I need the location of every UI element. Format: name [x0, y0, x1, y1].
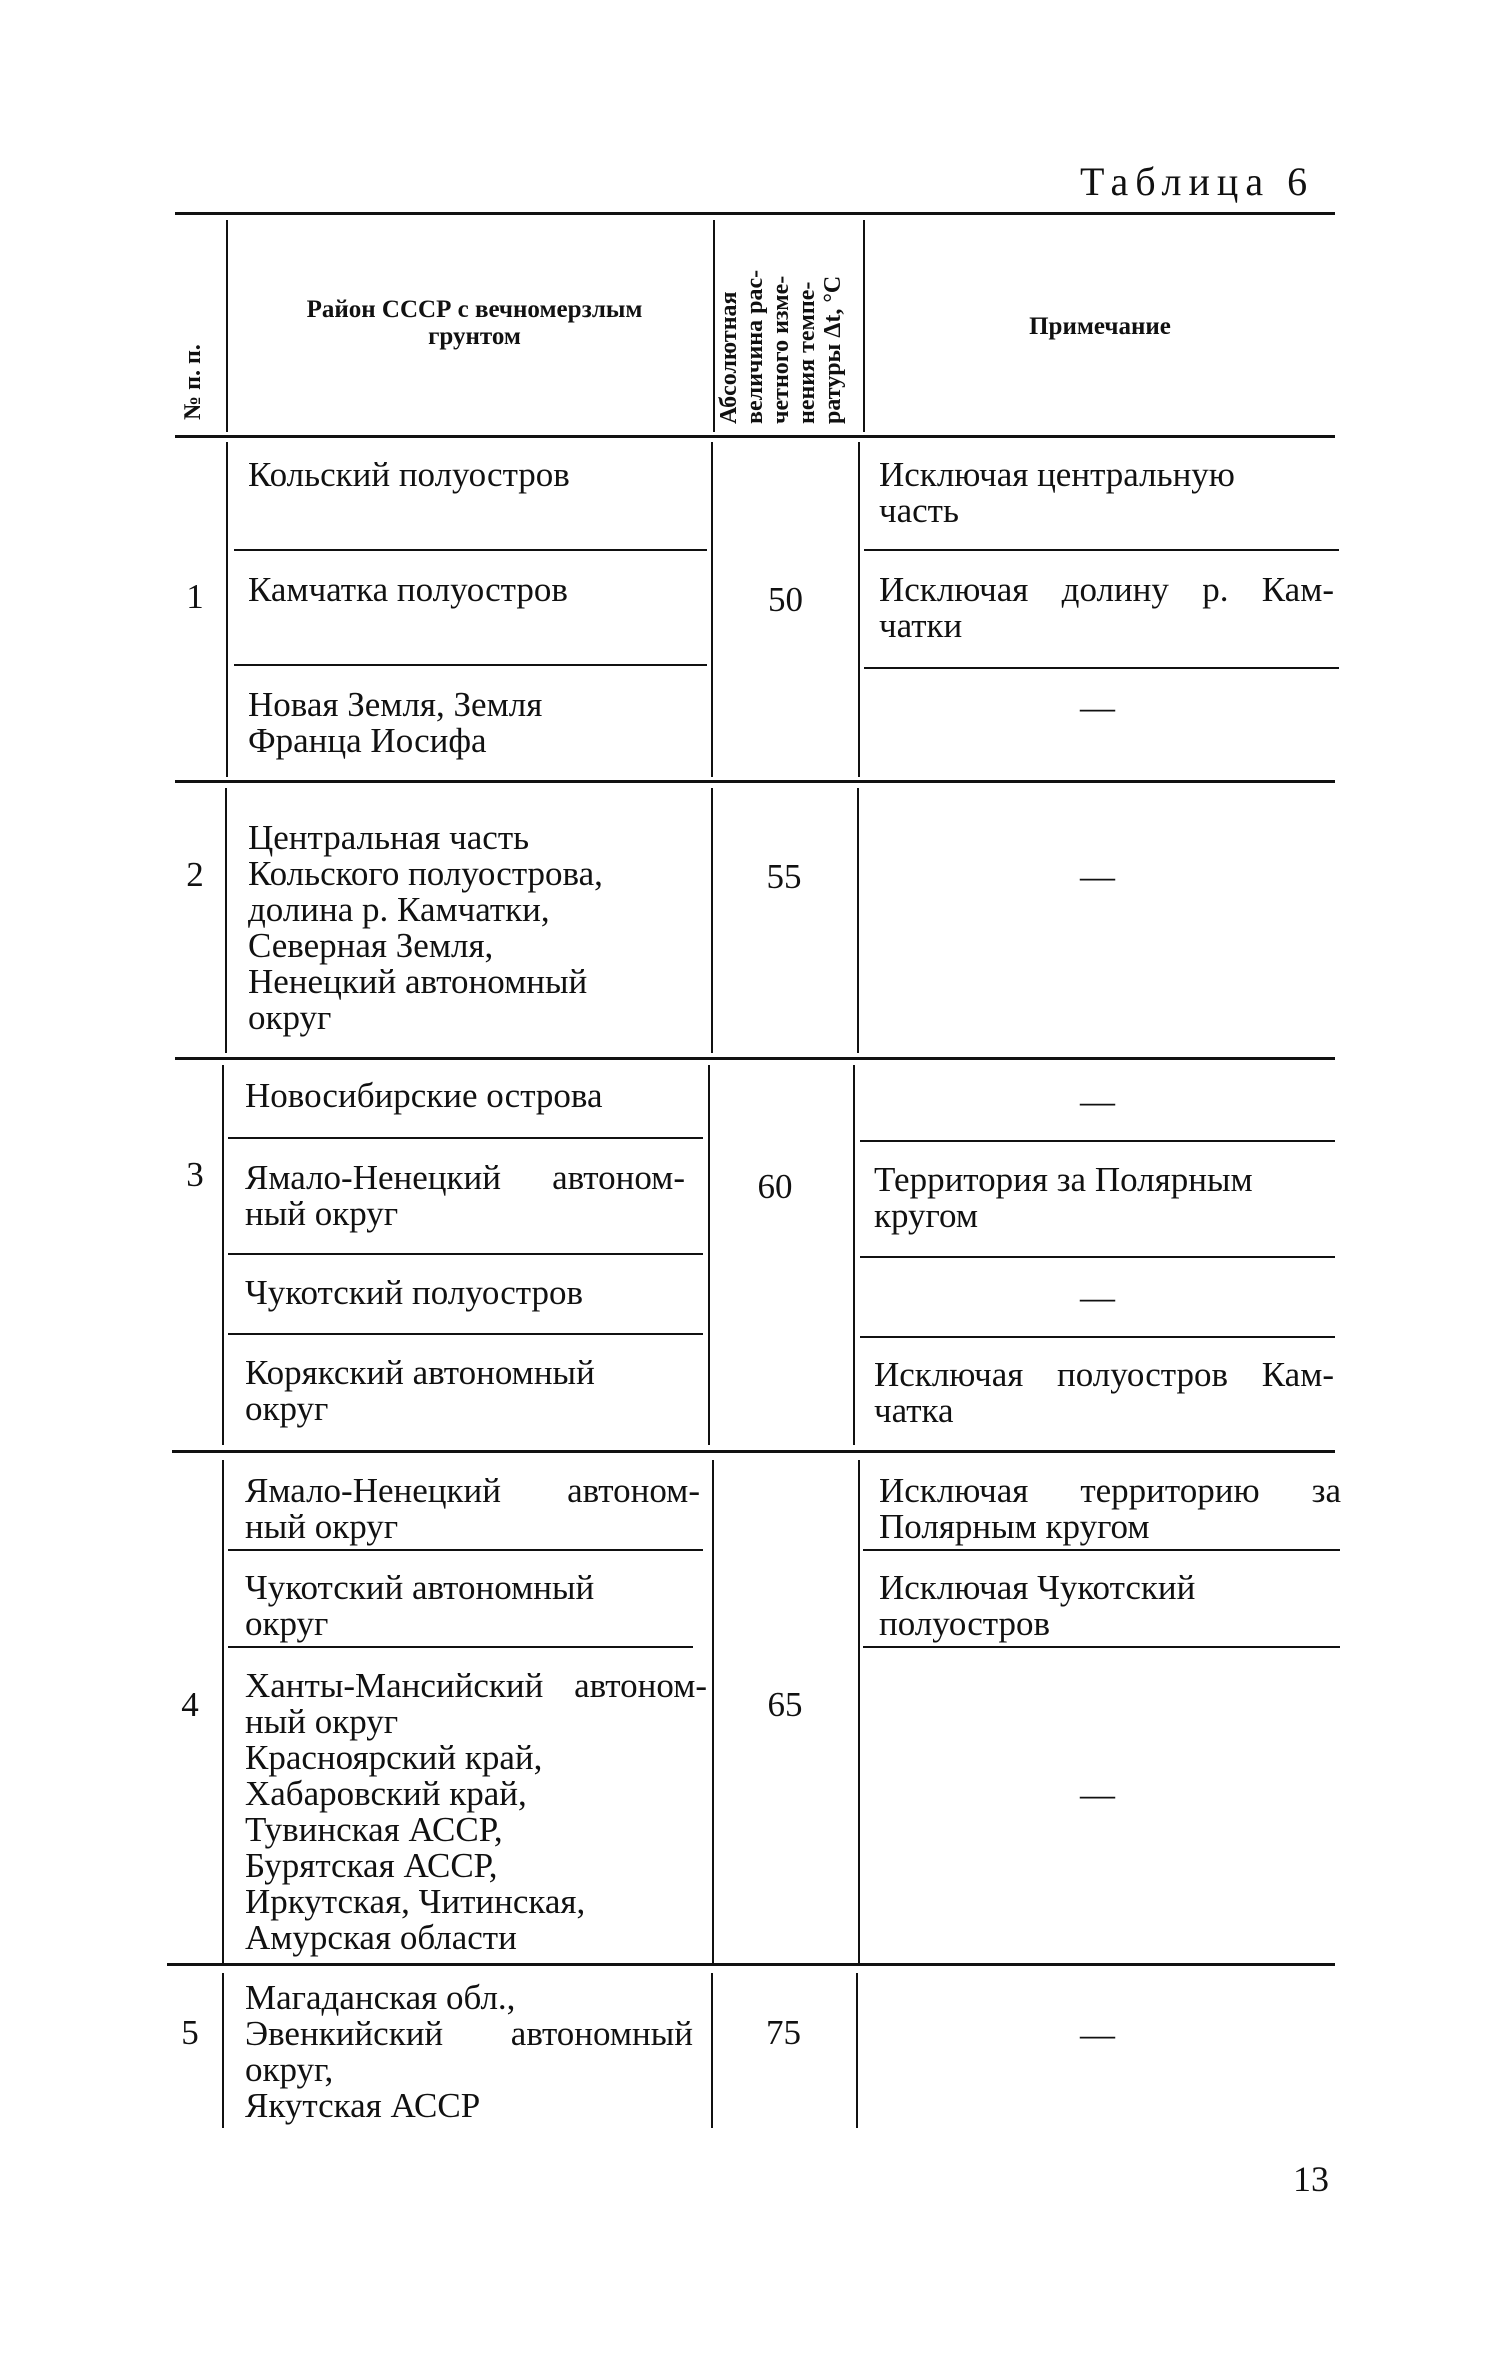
- region-line: Корякский автономный: [245, 1353, 595, 1392]
- group-4-note: [879, 1570, 1334, 1642]
- group-4-note: [879, 1473, 1341, 1545]
- group-3-note-divider: [860, 1336, 1335, 1338]
- group-2-value: 55: [766, 857, 802, 896]
- group-1-note: [879, 572, 1334, 644]
- region-line: Центральная часть: [248, 818, 530, 857]
- group-4-value: 65: [767, 1685, 803, 1724]
- region-line: ный округ: [245, 1194, 399, 1233]
- group-2-vline-right: [857, 788, 859, 1053]
- group-3-note-divider: [860, 1140, 1335, 1142]
- group-2-bottom-rule: [175, 1057, 1335, 1060]
- note-line: Исключая центральную: [879, 455, 1235, 494]
- region-line: Ненецкий автономный: [248, 962, 588, 1001]
- region-line: Новосибирские острова: [245, 1076, 603, 1115]
- page-number: 13: [1293, 2159, 1329, 2199]
- group-4-note-divider: [863, 1646, 1340, 1648]
- group-4-bottom-rule: [167, 1963, 1335, 1966]
- group-3-note: [874, 1162, 1329, 1234]
- note-line: Исключая долину р. Кам-: [879, 570, 1334, 609]
- note-line: Исключая Чукотский: [879, 1568, 1196, 1607]
- group-1-region-divider: [234, 664, 707, 666]
- group-4-note-dash: —: [1080, 1775, 1115, 1814]
- region-line: Ханты-Мансийский автоном-: [245, 1666, 707, 1705]
- note-line: Исключая территорию за: [879, 1471, 1341, 1510]
- table-title: Таблица 6: [1080, 159, 1315, 204]
- group-4-region: [245, 1473, 700, 1545]
- header-vline-2: [713, 220, 715, 432]
- group-1-region: [248, 687, 698, 759]
- header-num: № п. п.: [180, 344, 206, 420]
- region-line: долина р. Камчатки,: [248, 890, 550, 929]
- group-1-note-divider: [864, 667, 1339, 669]
- header-top-rule: [175, 212, 1335, 215]
- group-3-region: [245, 1275, 695, 1311]
- region-line: Тувинская АССР,: [245, 1810, 503, 1849]
- group-1-region-divider: [234, 549, 707, 551]
- group-1-note: [879, 457, 1334, 529]
- header-abs-line: ратуры Δt, °C: [820, 275, 846, 424]
- group-5-region: [245, 1980, 693, 2124]
- group-3-bottom-rule: [172, 1450, 1335, 1453]
- group-3-vline-right: [853, 1065, 855, 1445]
- region-line: Кольский полуостров: [248, 455, 570, 494]
- note-line: чатка: [874, 1391, 954, 1430]
- group-4-region: [245, 1570, 700, 1642]
- group-1-bottom-rule: [175, 780, 1335, 783]
- group-5-vline-left: [222, 1973, 224, 2128]
- region-line: Иркутская, Читинская,: [245, 1882, 586, 1921]
- region-line: Чукотский автономный: [245, 1568, 595, 1607]
- header-region: Район СССР с вечномерзлым грунтом: [306, 296, 643, 350]
- group-3-region: [245, 1355, 695, 1427]
- group-3-note: [874, 1357, 1334, 1429]
- region-line: Ямало-Ненецкий автоном-: [245, 1158, 685, 1197]
- group-5-value: 75: [766, 2013, 801, 2052]
- region-line: Кольского полуострова,: [248, 854, 603, 893]
- region-line: Хабаровский край,: [245, 1774, 527, 1813]
- group-3-note-dash: —: [1080, 1082, 1115, 1121]
- group-3-note-dash: —: [1080, 1278, 1115, 1317]
- group-4-number: 4: [181, 1685, 199, 1724]
- region-line: Ямало-Ненецкий автоном-: [245, 1471, 700, 1510]
- group-1-number: 1: [186, 577, 204, 616]
- group-4-vline-right: [858, 1460, 860, 1965]
- group-5-number: 5: [181, 2013, 199, 2052]
- note-line: чатки: [879, 606, 963, 645]
- header-vline-3: [863, 220, 865, 432]
- group-4-region-divider: [228, 1549, 703, 1551]
- group-3-region: [245, 1078, 695, 1114]
- header-abs: [716, 270, 846, 424]
- group-2-note-dash: —: [1080, 857, 1115, 896]
- region-line: Эвенкийский автономный: [245, 2014, 693, 2053]
- header-vline-1: [226, 220, 228, 432]
- group-4-note-divider: [863, 1549, 1340, 1551]
- group-3-vline-mid: [708, 1065, 710, 1445]
- region-line: Якутская АССР: [245, 2086, 481, 2125]
- group-5-vline-right: [856, 1973, 858, 2128]
- group-2-region: [248, 820, 698, 1036]
- header-abs-line: нения темпе-: [794, 281, 820, 424]
- group-1-region: [248, 457, 698, 493]
- region-line: Франца Иосифа: [248, 721, 487, 760]
- region-line: округ: [245, 1604, 329, 1643]
- note-line: Полярным кругом: [879, 1507, 1150, 1546]
- group-4-vline-left: [222, 1460, 224, 1965]
- note-line: Исключая полуостров Кам-: [874, 1355, 1334, 1394]
- region-line: округ: [245, 1389, 329, 1428]
- header-bottom-rule: [175, 435, 1335, 438]
- region-line: Чукотский полуостров: [245, 1273, 584, 1312]
- note-line: полуостров: [879, 1604, 1051, 1643]
- group-3-vline-left: [222, 1065, 224, 1445]
- header-note: Примечание: [1029, 313, 1171, 340]
- note-line: часть: [879, 491, 959, 530]
- group-5-note-dash: —: [1080, 2015, 1115, 2054]
- header-abs-line: величина рас-: [742, 269, 768, 424]
- group-1-region: [248, 572, 698, 608]
- group-3-note-divider: [860, 1256, 1335, 1258]
- region-line: Амурская области: [245, 1918, 517, 1957]
- group-3-region-divider: [228, 1253, 703, 1255]
- region-line: Магаданская обл.,: [245, 1978, 516, 2017]
- region-line: округ,: [245, 2050, 334, 2089]
- group-1-note-dash: —: [1080, 688, 1115, 727]
- region-line: ный округ: [245, 1702, 399, 1741]
- note-line: Территория за Полярным: [874, 1160, 1253, 1199]
- group-1-note-divider: [864, 549, 1339, 551]
- region-line: Бурятская АССР,: [245, 1846, 498, 1885]
- region-line: округ: [248, 998, 332, 1037]
- region-line: Северная Земля,: [248, 926, 494, 965]
- group-2-vline-mid: [711, 788, 713, 1053]
- group-1-value: 50: [768, 580, 803, 619]
- header-abs-line: четного изме-: [768, 275, 794, 424]
- note-line: кругом: [874, 1196, 979, 1235]
- region-line: Красноярский край,: [245, 1738, 543, 1777]
- region-line: Камчатка полуостров: [248, 570, 568, 609]
- group-2-vline-left: [225, 788, 227, 1053]
- group-3-region-divider: [228, 1137, 703, 1139]
- group-4-region-divider: [228, 1646, 693, 1648]
- group-3-region: [245, 1160, 685, 1232]
- header-abs-line: Абсолютная: [716, 291, 742, 424]
- group-3-value: 60: [757, 1167, 793, 1206]
- region-line: Новая Земля, Земля: [248, 685, 543, 724]
- group-4-region: [245, 1668, 707, 1956]
- group-3-region-divider: [228, 1333, 703, 1335]
- group-1-vline-left: [226, 442, 228, 777]
- group-2-number: 2: [186, 855, 204, 894]
- group-3-number: 3: [186, 1155, 204, 1194]
- region-line: ный округ: [245, 1507, 399, 1546]
